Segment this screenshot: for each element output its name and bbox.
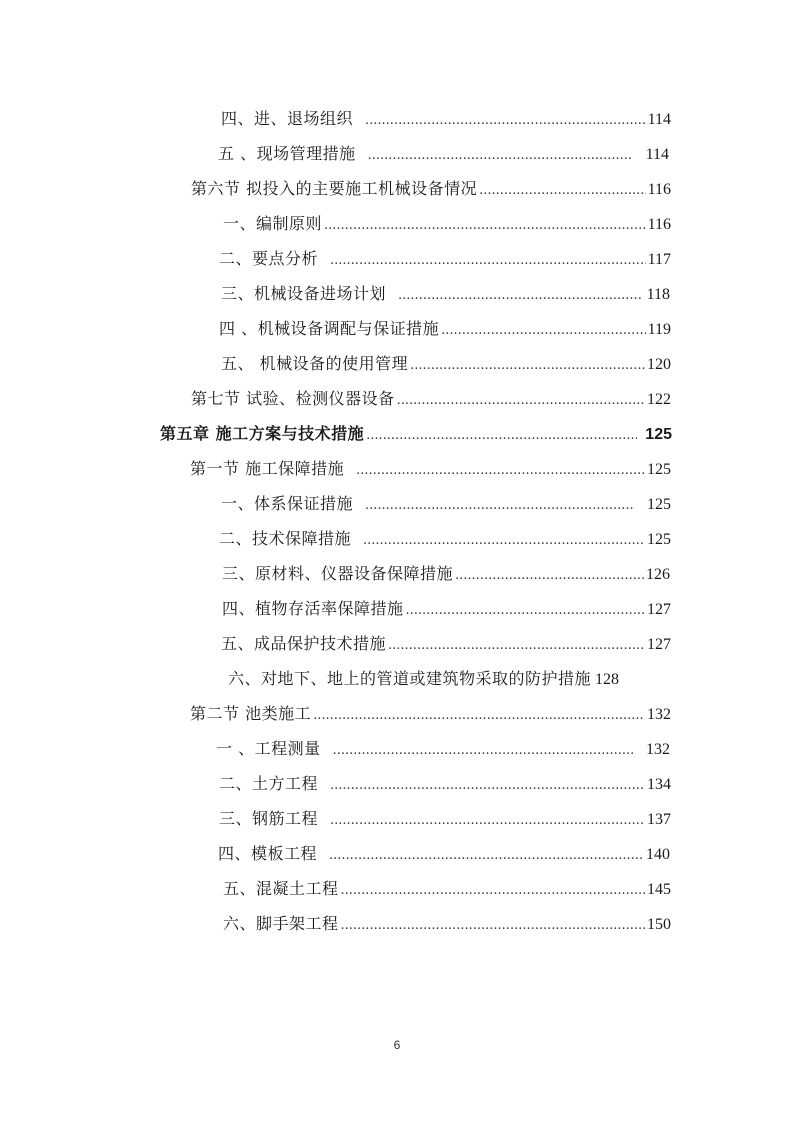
- dot-leader: [441, 319, 646, 343]
- toc-entry-title: 五、成品保护技术措施: [221, 634, 387, 653]
- toc-entry-page: 117: [647, 251, 671, 268]
- toc-entry-title: 三、机械设备进场计划: [221, 284, 387, 303]
- toc-entry-title: 第一节 施工保障措施: [190, 459, 345, 478]
- dot-leader: [366, 424, 637, 448]
- toc-entry-title: 二、技术保障措施: [219, 529, 352, 548]
- toc-entry[interactable]: [219, 772, 671, 796]
- toc-entry[interactable]: [190, 457, 671, 481]
- toc-entry-title: 四、模板工程: [218, 844, 318, 863]
- toc-entry[interactable]: [221, 632, 671, 656]
- toc-entry-title: 第二节 池类施工: [190, 704, 312, 723]
- dot-leader: [330, 774, 645, 798]
- toc-entry[interactable]: [223, 912, 671, 936]
- dot-leader: [356, 459, 645, 483]
- toc-entry-page: 125: [645, 426, 672, 443]
- dot-leader: [368, 144, 632, 168]
- dot-leader: [406, 599, 645, 623]
- toc-entry-page: 114: [645, 146, 669, 163]
- toc-entry-page: 127: [647, 636, 671, 653]
- toc-entry-title: 六、脚手架工程: [223, 914, 339, 933]
- toc-entry-page: 119: [647, 321, 671, 338]
- dot-leader: [329, 844, 644, 868]
- dot-leader: [324, 214, 646, 238]
- toc-entry-title: 一、体系保证措施: [221, 494, 354, 513]
- toc-entry-page: 116: [647, 216, 671, 233]
- toc-entry[interactable]: [221, 492, 671, 516]
- dot-leader: [479, 179, 646, 203]
- toc-entry[interactable]: [216, 737, 670, 761]
- toc-entry-page: 132: [646, 741, 670, 758]
- toc-entry-title: 六、对地下、地上的管道或建筑物采取的防护措施: [228, 669, 592, 688]
- toc-entry[interactable]: [219, 247, 671, 271]
- toc-entry-page: 145: [647, 881, 671, 898]
- toc-entry-title: 五 、现场管理措施: [218, 144, 356, 163]
- dot-leader: [341, 914, 645, 938]
- toc-entry-title: 一、编制原则: [223, 214, 323, 233]
- toc-entry[interactable]: [219, 527, 671, 551]
- toc-entry[interactable]: [228, 667, 692, 691]
- toc-entry-page: 125: [647, 461, 671, 478]
- toc-entry[interactable]: [218, 842, 670, 866]
- dot-leader: [365, 109, 646, 133]
- dot-leader: [410, 354, 645, 378]
- toc-entry-title: 四、进、退场组织: [221, 109, 354, 128]
- toc-entry-title: 五、 机械设备的使用管理: [221, 354, 409, 373]
- toc-entry-title: 四、植物存活率保障措施: [222, 599, 404, 618]
- dot-leader: [313, 704, 645, 728]
- toc-entry[interactable]: [222, 562, 670, 586]
- toc-entry[interactable]: [223, 877, 671, 901]
- page-number: 6: [393, 1038, 401, 1052]
- toc-entry-title: 一 、工程测量: [216, 739, 321, 758]
- toc-entry[interactable]: [219, 317, 671, 341]
- toc-entry-page: 150: [647, 916, 671, 933]
- toc-entry-page: 126: [646, 566, 670, 583]
- toc-entry-title: 三、钢筋工程: [219, 809, 319, 828]
- toc-entry[interactable]: [221, 282, 670, 306]
- dot-leader: [333, 739, 634, 763]
- toc-entry-title: 三、原材料、仪器设备保障措施: [222, 564, 454, 583]
- dot-leader: [455, 564, 644, 588]
- toc-entry-page: 116: [647, 181, 671, 198]
- toc-entry-title: 第六节 拟投入的主要施工机械设备情况: [191, 179, 478, 198]
- toc-entry-title: 第七节 试验、检测仪器设备: [191, 389, 395, 408]
- dot-leader: [341, 879, 645, 903]
- toc-entry[interactable]: [190, 702, 671, 726]
- toc-entry-page: 114: [647, 111, 671, 128]
- toc-entry[interactable]: [221, 107, 671, 131]
- dot-leader: [397, 389, 645, 413]
- toc-chapter-entry[interactable]: [160, 422, 672, 446]
- toc-entry-title: 二、土方工程: [219, 774, 319, 793]
- toc-entry-title: 二、要点分析: [219, 249, 319, 268]
- toc-entry[interactable]: [191, 177, 671, 201]
- toc-entry-page: 118: [646, 286, 670, 303]
- dot-leader: [363, 529, 645, 553]
- toc-entry[interactable]: [222, 597, 671, 621]
- dot-leader: [330, 249, 646, 273]
- toc-entry-page: 132: [647, 706, 671, 723]
- toc-entry-page: 134: [647, 776, 671, 793]
- dot-leader: [330, 809, 645, 833]
- toc-entry-page: 127: [647, 601, 671, 618]
- toc-entry-title: 第五章 施工方案与技术措施: [160, 424, 365, 443]
- toc-entry-page: 125: [647, 531, 671, 548]
- dot-leader: [365, 494, 635, 518]
- toc-entry[interactable]: [191, 387, 671, 411]
- toc-entry-page: 122: [647, 391, 671, 408]
- toc-entry[interactable]: [221, 352, 671, 376]
- toc-entry-title: 五、混凝土工程: [223, 879, 339, 898]
- toc-entry[interactable]: [219, 807, 671, 831]
- dot-leader: [398, 284, 641, 308]
- dot-leader: [388, 634, 645, 658]
- toc-entry-page: 125: [647, 496, 671, 513]
- toc-entry[interactable]: [223, 212, 671, 236]
- toc-entry-page: 120: [647, 356, 671, 373]
- toc-entry[interactable]: [218, 142, 669, 166]
- toc-entry-page: 137: [647, 811, 671, 828]
- toc-entry-page: 140: [646, 846, 670, 863]
- toc-entry-title: 四 、机械设备调配与保证措施: [219, 319, 440, 338]
- toc-entry-page: 128: [595, 671, 620, 688]
